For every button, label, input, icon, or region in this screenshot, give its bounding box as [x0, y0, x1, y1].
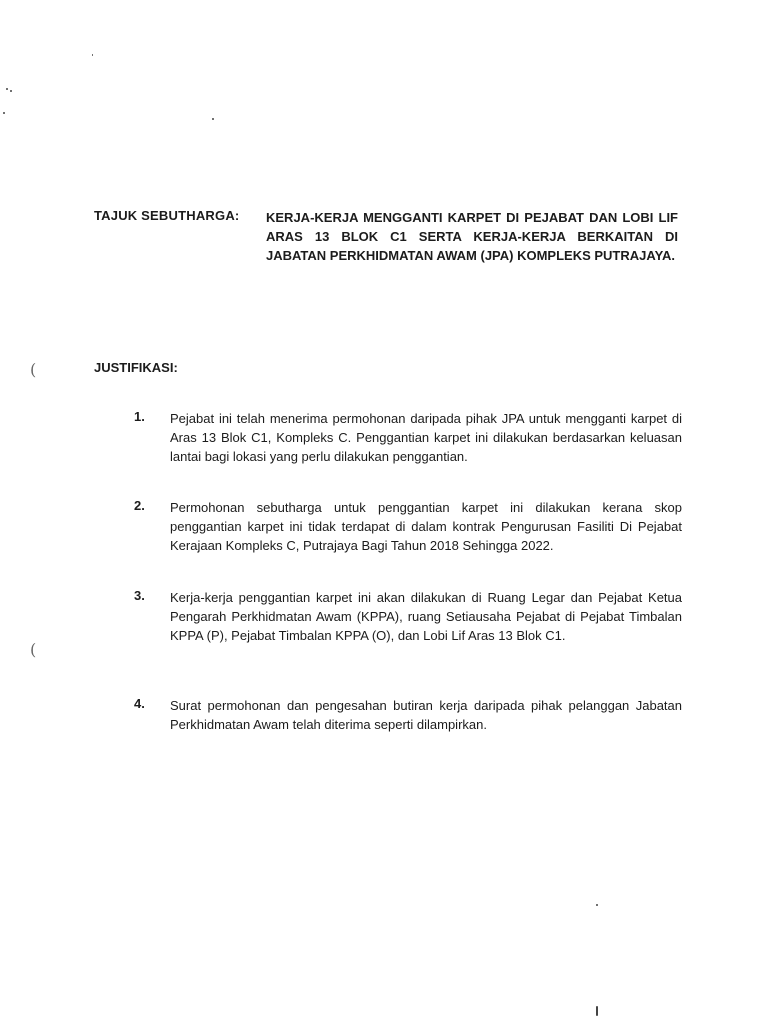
- item-text: Permohonan sebutharga untuk penggantian karpet ini dilakukan kerana skop penggantian karpet ini tidak terdapat di dalam kontrak Pengurusan Fasiliti Di Pejabat Kerajaan Kompleks C, Putrajaya Bagi Tahun 2018 Sehingga 2022.: [170, 500, 682, 553]
- scan-speck: [92, 54, 93, 56]
- item-number: 1.: [134, 409, 145, 424]
- item-text: Surat permohonan dan pengesahan butiran kerja daripada pihak pelanggan Jabatan Perkhidmatan Awam telah diterima seperti dilampirkan.: [170, 698, 682, 732]
- scan-speck: [596, 904, 598, 906]
- item-text: Kerja-kerja penggantian karpet ini akan dilakukan di Ruang Legar dan Pejabat Ketua Pengarah Perkhidmatan Awam (KPPA), ruang Setiausaha Pejabat di Pejabat Timbalan KPPA (P), Pejabat Timbalan KPPA (O), dan Lobi Lif Aras 13 Blok C1.: [170, 590, 682, 643]
- binding-hole-mark: (: [30, 360, 37, 379]
- binding-hole-mark: (: [30, 640, 37, 659]
- item-number: 4.: [134, 696, 145, 711]
- scan-speck: [10, 90, 12, 92]
- tajuk-label: TAJUK SEBUTHARGA:: [94, 208, 240, 223]
- item-text: Pejabat ini telah menerima permohonan daripada pihak JPA untuk mengganti karpet di Aras 13 Blok C1, Kompleks C. Penggantian karpet ini dilakukan berdasarkan keluasan lantai bagi lokasi yang perlu dilakukan penggantian.: [170, 411, 682, 464]
- scan-speck: [596, 1006, 598, 1016]
- scan-speck: [3, 112, 5, 114]
- scan-speck: [6, 88, 8, 90]
- item-number: 3.: [134, 588, 145, 603]
- scan-speck: [212, 118, 214, 120]
- tajuk-text: KERJA-KERJA MENGGANTI KARPET DI PEJABAT DAN LOBI LIF ARAS 13 BLOK C1 SERTA KERJA-KERJA BERKAITAN DI JABATAN PERKHIDMATAN AWAM (JPA) KOMPLEKS PUTRAJAYA.: [266, 210, 678, 263]
- justifikasi-heading: JUSTIFIKASI:: [94, 360, 178, 375]
- item-number: 2.: [134, 498, 145, 513]
